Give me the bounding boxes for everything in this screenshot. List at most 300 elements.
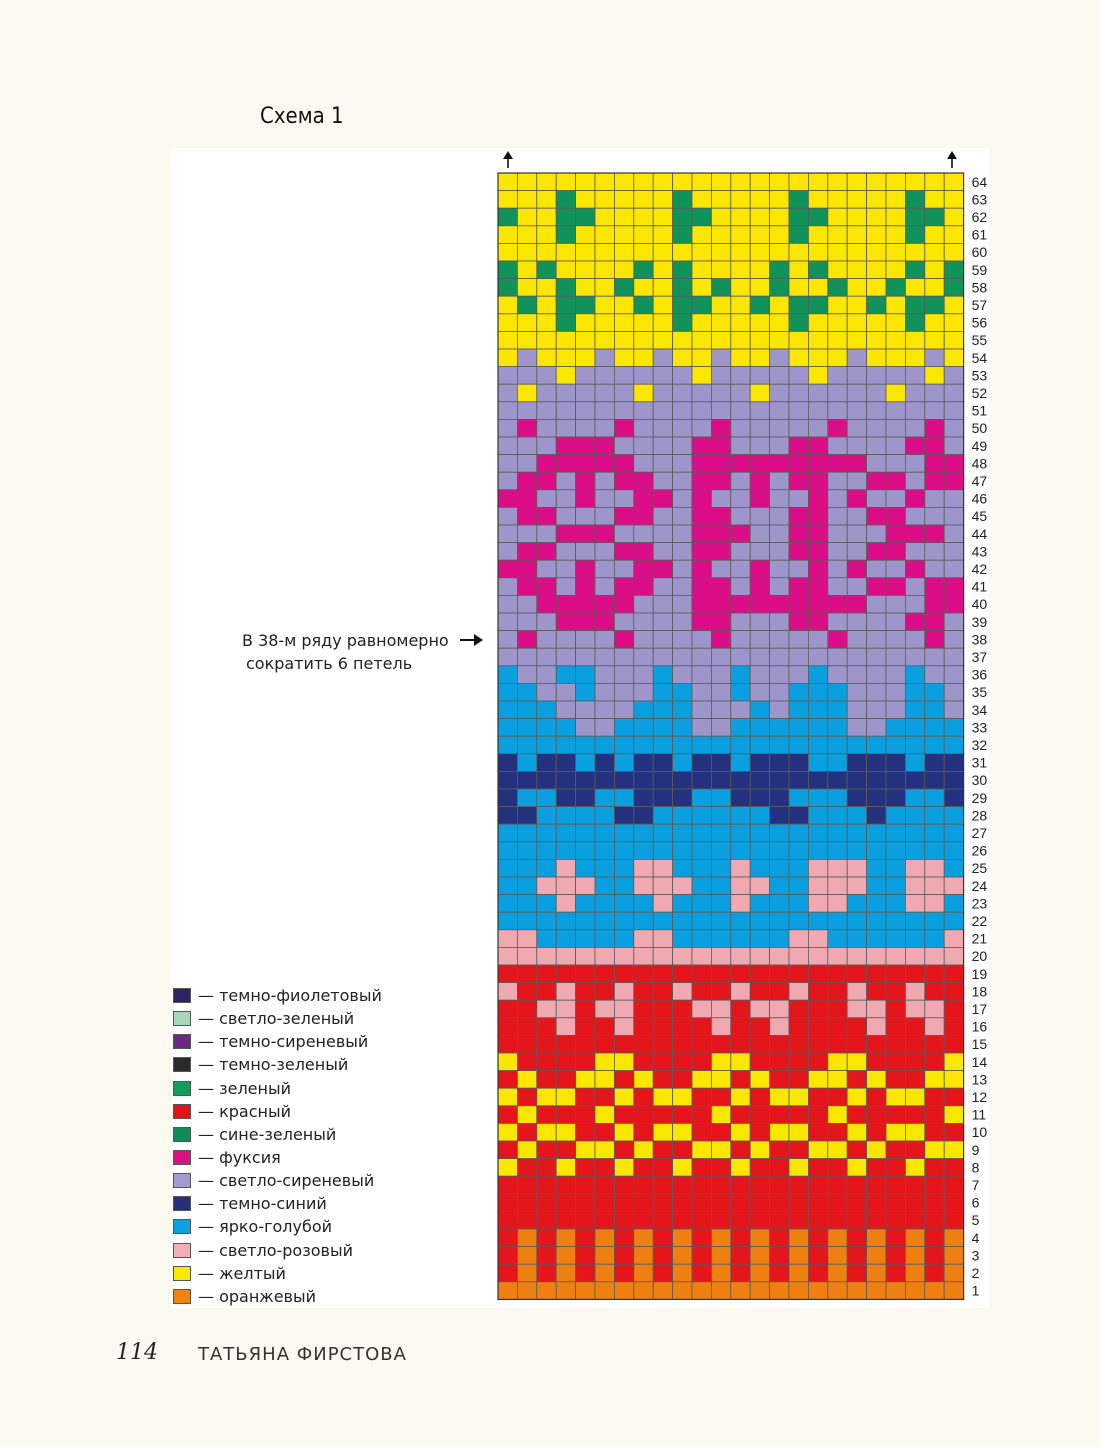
- chart-cell: [692, 261, 711, 279]
- chart-cell: [789, 877, 808, 895]
- chart-cell: [517, 912, 536, 930]
- chart-cell: [770, 543, 789, 561]
- chart-cell: [886, 578, 905, 596]
- chart-cell: [731, 1211, 750, 1229]
- chart-cell: [653, 367, 672, 385]
- chart-cell: [711, 525, 730, 543]
- chart-cell: [595, 1018, 614, 1036]
- chart-cell: [789, 965, 808, 983]
- row-number: 22: [971, 913, 988, 929]
- chart-cell: [867, 631, 886, 649]
- chart-cell: [595, 877, 614, 895]
- chart-cell: [692, 173, 711, 191]
- chart-cell: [556, 384, 575, 402]
- chart-cell: [847, 595, 866, 613]
- chart-cell: [808, 296, 827, 314]
- chart-cell: [789, 842, 808, 860]
- chart-cell: [537, 1000, 556, 1018]
- chart-cell: [750, 595, 769, 613]
- chart-cell: [944, 631, 963, 649]
- row-instruction: [242, 629, 449, 675]
- chart-cell: [692, 965, 711, 983]
- row-number: 30: [971, 772, 988, 789]
- chart-cell: [711, 1176, 730, 1194]
- chart-cell: [867, 296, 886, 314]
- chart-cell: [556, 1000, 575, 1018]
- row-number: 19: [971, 965, 988, 982]
- arrow-up-icon: [503, 151, 513, 168]
- chart-cell: [731, 1123, 750, 1141]
- chart-cell: [867, 490, 886, 508]
- chart-cell: [498, 1088, 517, 1106]
- chart-cell: [692, 754, 711, 772]
- chart-cell: [653, 1141, 672, 1159]
- chart-cell: [576, 472, 595, 490]
- chart-cell: [750, 331, 769, 349]
- chart-cell: [673, 578, 692, 596]
- chart-cell: [731, 349, 750, 367]
- chart-cell: [847, 314, 866, 332]
- chart-cell: [789, 173, 808, 191]
- chart-cell: [537, 613, 556, 631]
- chart-cell: [711, 349, 730, 367]
- chart-cell: [867, 859, 886, 877]
- chart-cell: [595, 243, 614, 261]
- chart-cell: [576, 1282, 595, 1300]
- chart-cell: [828, 648, 847, 666]
- legend-swatch: [173, 1219, 191, 1234]
- chart-cell: [867, 1123, 886, 1141]
- chart-cell: [925, 1035, 944, 1053]
- chart-cell: [576, 1123, 595, 1141]
- chart-cell: [614, 666, 633, 684]
- chart-cell: [750, 437, 769, 455]
- chart-cell: [634, 384, 653, 402]
- chart-cell: [673, 771, 692, 789]
- chart-cell: [925, 419, 944, 437]
- chart-cell: [576, 226, 595, 244]
- chart-cell: [944, 314, 963, 332]
- chart-cell: [634, 1123, 653, 1141]
- chart-cell: [925, 1176, 944, 1194]
- chart-cell: [517, 543, 536, 561]
- row-number: 8: [971, 1159, 980, 1176]
- chart-cell: [653, 1159, 672, 1177]
- chart-cell: [711, 631, 730, 649]
- chart-cell: [789, 754, 808, 772]
- chart-cell: [517, 367, 536, 385]
- chart-cell: [886, 1000, 905, 1018]
- chart-cell: [653, 1264, 672, 1282]
- chart-cell: [847, 1053, 866, 1071]
- chart-cell: [867, 1088, 886, 1106]
- chart-cell: [770, 947, 789, 965]
- chart-cell: [886, 1264, 905, 1282]
- chart-cell: [789, 1194, 808, 1212]
- chart-cell: [828, 1141, 847, 1159]
- chart-cell: [789, 1247, 808, 1265]
- chart-cell: [905, 455, 924, 473]
- chart-cell: [673, 965, 692, 983]
- chart-cell: [808, 560, 827, 578]
- chart-cell: [556, 490, 575, 508]
- chart-cell: [905, 1035, 924, 1053]
- row-number: 41: [971, 578, 988, 595]
- row-number: 58: [971, 279, 988, 296]
- row-number: 31: [971, 754, 988, 771]
- chart-cell: [576, 1176, 595, 1194]
- row-number: 40: [971, 596, 988, 613]
- chart-cell: [847, 279, 866, 297]
- chart-cell: [750, 1282, 769, 1300]
- chart-cell: [867, 1018, 886, 1036]
- chart-cell: [692, 1035, 711, 1053]
- chart-cell: [847, 1141, 866, 1159]
- chart-cell: [789, 807, 808, 825]
- chart-cell: [537, 947, 556, 965]
- chart-cell: [537, 472, 556, 490]
- chart-cell: [537, 1159, 556, 1177]
- chart-cell: [925, 578, 944, 596]
- chart-cell: [789, 296, 808, 314]
- chart-cell: [614, 490, 633, 508]
- chart-cell: [808, 859, 827, 877]
- chart-cell: [614, 1123, 633, 1141]
- chart-cell: [731, 1141, 750, 1159]
- chart-cell: [789, 1035, 808, 1053]
- chart-cell: [905, 1176, 924, 1194]
- chart-cell: [731, 1159, 750, 1177]
- chart-cell: [537, 578, 556, 596]
- chart-cell: [595, 1071, 614, 1089]
- chart-cell: [770, 1123, 789, 1141]
- chart-cell: [673, 719, 692, 737]
- chart-cell: [886, 472, 905, 490]
- chart-cell: [925, 1264, 944, 1282]
- chart-cell: [498, 1018, 517, 1036]
- chart-cell: [517, 1159, 536, 1177]
- row-number: 6: [971, 1194, 980, 1211]
- chart-cell: [692, 208, 711, 226]
- chart-cell: [925, 789, 944, 807]
- chart-cell: [867, 243, 886, 261]
- chart-cell: [750, 631, 769, 649]
- chart-cell: [517, 507, 536, 525]
- chart-cell: [576, 719, 595, 737]
- chart-cell: [750, 208, 769, 226]
- chart-cell: [556, 983, 575, 1001]
- chart-cell: [673, 1176, 692, 1194]
- chart-cell: [653, 595, 672, 613]
- row-number: 13: [971, 1071, 988, 1088]
- chart-cell: [595, 402, 614, 420]
- chart-cell: [789, 226, 808, 244]
- chart-cell: [925, 1106, 944, 1124]
- legend-swatch: [173, 1243, 191, 1258]
- chart-cell: [595, 1247, 614, 1265]
- chart-cell: [673, 701, 692, 719]
- chart-cell: [750, 402, 769, 420]
- row-number: 42: [971, 561, 988, 577]
- chart-cell: [867, 842, 886, 860]
- chart-cell: [692, 666, 711, 684]
- chart-cell: [711, 1106, 730, 1124]
- chart-cell: [789, 1264, 808, 1282]
- chart-cell: [731, 1018, 750, 1036]
- chart-cell: [925, 367, 944, 385]
- chart-cell: [925, 877, 944, 895]
- chart-cell: [944, 402, 963, 420]
- chart-cell: [905, 1123, 924, 1141]
- chart-cell: [925, 455, 944, 473]
- chart-cell: [634, 1106, 653, 1124]
- chart-cell: [517, 648, 536, 666]
- chart-cell: [692, 543, 711, 561]
- chart-cell: [944, 754, 963, 772]
- chart-cell: [828, 349, 847, 367]
- chart-cell: [537, 367, 556, 385]
- chart-cell: [731, 1194, 750, 1212]
- chart-cell: [634, 1141, 653, 1159]
- chart-cell: [653, 648, 672, 666]
- chart-cell: [517, 965, 536, 983]
- chart-cell: [808, 807, 827, 825]
- chart-cell: [576, 261, 595, 279]
- chart-cell: [731, 296, 750, 314]
- chart-cell: [808, 578, 827, 596]
- chart-cell: [537, 789, 556, 807]
- chart-cell: [886, 331, 905, 349]
- chart-cell: [886, 1071, 905, 1089]
- chart-cell: [634, 895, 653, 913]
- chart-cell: [556, 613, 575, 631]
- chart-cell: [944, 243, 963, 261]
- chart-cell: [886, 1088, 905, 1106]
- chart-cell: [692, 349, 711, 367]
- chart-cell: [750, 191, 769, 209]
- chart-cell: [692, 243, 711, 261]
- chart-cell: [808, 824, 827, 842]
- chart-cell: [711, 191, 730, 209]
- row-number: 2: [971, 1265, 980, 1281]
- row-number: 35: [971, 684, 988, 701]
- chart-cell: [614, 578, 633, 596]
- row-instruction-line-2: сократить 6 петель: [246, 654, 413, 673]
- chart-cell: [750, 754, 769, 772]
- chart-cell: [498, 807, 517, 825]
- chart-cell: [556, 1264, 575, 1282]
- chart-cell: [808, 384, 827, 402]
- chart-cell: [905, 666, 924, 684]
- chart-cell: [886, 930, 905, 948]
- chart-cell: [750, 455, 769, 473]
- chart-cell: [673, 983, 692, 1001]
- chart-cell: [711, 595, 730, 613]
- chart-cell: [925, 490, 944, 508]
- chart-cell: [537, 543, 556, 561]
- chart-cell: [673, 1229, 692, 1247]
- chart-cell: [750, 1176, 769, 1194]
- chart-cell: [673, 1264, 692, 1282]
- chart-cell: [595, 1211, 614, 1229]
- chart-cell: [886, 437, 905, 455]
- chart-cell: [867, 525, 886, 543]
- chart-cell: [944, 191, 963, 209]
- chart-cell: [614, 349, 633, 367]
- chart-cell: [925, 208, 944, 226]
- chart-cell: [614, 384, 633, 402]
- legend-item: [173, 1146, 382, 1169]
- row-number: 32: [971, 737, 988, 753]
- chart-cell: [847, 965, 866, 983]
- chart-cell: [517, 296, 536, 314]
- chart-cell: [789, 560, 808, 578]
- chart-cell: [905, 859, 924, 877]
- chart-cell: [653, 719, 672, 737]
- chart-cell: [828, 1106, 847, 1124]
- chart-cell: [828, 543, 847, 561]
- chart-cell: [595, 1194, 614, 1212]
- chart-cell: [556, 173, 575, 191]
- chart-cell: [750, 1088, 769, 1106]
- chart-cell: [770, 261, 789, 279]
- chart-cell: [498, 877, 517, 895]
- chart-cell: [556, 754, 575, 772]
- chart-cell: [789, 384, 808, 402]
- chart-cell: [556, 472, 575, 490]
- chart-cell: [517, 666, 536, 684]
- chart-cell: [867, 1000, 886, 1018]
- chart-cell: [925, 631, 944, 649]
- chart-cell: [750, 1264, 769, 1282]
- chart-cell: [634, 719, 653, 737]
- chart-cell: [634, 367, 653, 385]
- chart-cell: [847, 648, 866, 666]
- chart-cell: [517, 279, 536, 297]
- chart-cell: [944, 595, 963, 613]
- row-number: 53: [971, 367, 988, 384]
- chart-cell: [537, 771, 556, 789]
- chart-cell: [828, 1088, 847, 1106]
- chart-cell: [517, 455, 536, 473]
- chart-cell: [614, 595, 633, 613]
- chart-cell: [789, 1123, 808, 1141]
- chart-cell: [614, 419, 633, 437]
- chart-cell: [808, 1088, 827, 1106]
- chart-cell: [634, 824, 653, 842]
- row-number: 62: [971, 209, 988, 225]
- chart-cell: [828, 1194, 847, 1212]
- chart-cell: [789, 771, 808, 789]
- chart-cell: [517, 1282, 536, 1300]
- chart-cell: [731, 1035, 750, 1053]
- chart-cell: [634, 490, 653, 508]
- chart-cell: [808, 1018, 827, 1036]
- chart-cell: [789, 261, 808, 279]
- chart-cell: [789, 525, 808, 543]
- chart-cell: [711, 455, 730, 473]
- chart-cell: [673, 560, 692, 578]
- chart-cell: [614, 191, 633, 209]
- chart-cell: [653, 930, 672, 948]
- chart-cell: [537, 895, 556, 913]
- chart-cell: [944, 560, 963, 578]
- chart-cell: [653, 1053, 672, 1071]
- chart-cell: [750, 1071, 769, 1089]
- chart-cell: [731, 578, 750, 596]
- chart-cell: [847, 191, 866, 209]
- chart-cell: [634, 191, 653, 209]
- chart-cell: [944, 1176, 963, 1194]
- legend-swatch: [173, 1289, 191, 1304]
- chart-cell: [944, 1071, 963, 1089]
- chart-cell: [711, 613, 730, 631]
- chart-cell: [711, 719, 730, 737]
- chart-cell: [634, 648, 653, 666]
- chart-cell: [750, 1018, 769, 1036]
- chart-cell: [828, 472, 847, 490]
- chart-cell: [925, 1000, 944, 1018]
- chart-cell: [944, 261, 963, 279]
- chart-cell: [653, 789, 672, 807]
- chart-cell: [537, 560, 556, 578]
- chart-cell: [576, 947, 595, 965]
- chart-cell: [498, 983, 517, 1001]
- chart-cell: [750, 613, 769, 631]
- chart-cell: [886, 1123, 905, 1141]
- chart-cell: [653, 296, 672, 314]
- chart-cell: [731, 1176, 750, 1194]
- chart-cell: [576, 331, 595, 349]
- chart-cell: [750, 877, 769, 895]
- chart-cell: [673, 349, 692, 367]
- legend-swatch: [173, 1104, 191, 1119]
- chart-cell: [692, 1000, 711, 1018]
- chart-cell: [711, 1211, 730, 1229]
- chart-cell: [731, 613, 750, 631]
- chart-cell: [770, 243, 789, 261]
- chart-cell: [614, 472, 633, 490]
- chart-cell: [614, 895, 633, 913]
- chart-cell: [789, 1088, 808, 1106]
- chart-cell: [556, 965, 575, 983]
- chart-cell: [750, 666, 769, 684]
- chart-cell: [498, 1141, 517, 1159]
- chart-cell: [498, 560, 517, 578]
- chart-cell: [576, 1264, 595, 1282]
- chart-cell: [711, 543, 730, 561]
- chart-cell: [750, 912, 769, 930]
- chart-cell: [867, 824, 886, 842]
- chart-cell: [634, 701, 653, 719]
- chart-cell: [498, 736, 517, 754]
- chart-cell: [944, 859, 963, 877]
- chart-cell: [731, 947, 750, 965]
- legend-item: [173, 1053, 382, 1076]
- chart-cell: [847, 1247, 866, 1265]
- row-number: 28: [971, 807, 988, 824]
- chart-cell: [614, 1194, 633, 1212]
- chart-cell: [673, 261, 692, 279]
- chart-cell: [653, 1123, 672, 1141]
- chart-cell: [498, 683, 517, 701]
- chart-cell: [828, 173, 847, 191]
- chart-cell: [614, 331, 633, 349]
- chart-cell: [886, 1211, 905, 1229]
- chart-cell: [886, 279, 905, 297]
- chart-cell: [711, 331, 730, 349]
- chart-cell: [750, 543, 769, 561]
